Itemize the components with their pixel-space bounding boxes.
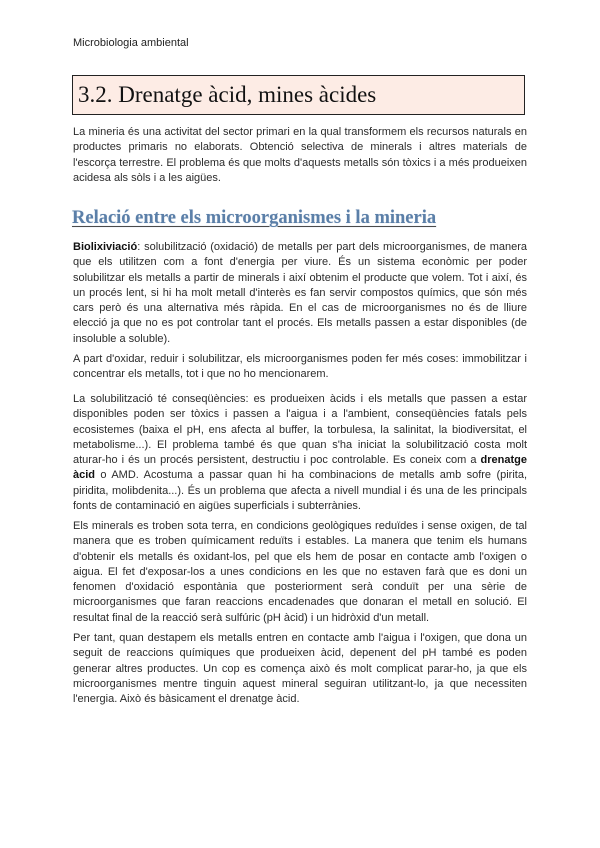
drenatge-acid-term: drenatge àcid <box>73 454 527 482</box>
biolixiviacio-term: Biolixiviació <box>73 241 138 253</box>
section-title: Relació entre els microorganismes i la mineria <box>72 208 437 228</box>
consequences-text-after: o AMD. Acostuma a passar quan hi ha combinacions de metalls amb sofre (pirita, piridita, molibdenita...). És un problema que afecta a nivell mundial i és una de les principals fonts de contaminació en aigües superficials i subterrànies. <box>73 469 527 513</box>
running-header: Microbiologia ambiental <box>73 37 189 49</box>
minerals-paragraph: Els minerals es troben sota terra, en condicions geològiques reduïdes i sense oxigen, de tal manera que es troben químicament reduïts i estables. La manera que tenim els humans d'obtenir els metalls és oxidant-los, pel que els hem de posar en contacte amb l'oxigen o aigua. El fet d'exposar-los a unes condicions en les que no estaven farà que es doni un fenomen d'oxidació espontània que posteriorment serà conduït per una sèrie de microorganismes que faran reaccions encadenades que donaran el metall en solució. El resultat final de la reacció serà sulfúric (pH àcid) i un hidròxid d'un metall. <box>73 520 527 624</box>
chapter-title-box <box>72 75 525 115</box>
biolixiviacio-text: : solubilització (oxidació) de metalls per part dels microorganismes, de manera que els utilitzen com a font d'energia per viure. És un sistema econòmic per poder solubilitzar els metalls a partir de minerals i així obtenim el producte que volem. Tot i així, és un procés lent, si hi ha molt metall d'interès es fan servir compostos químics, que són més cars però és una alternativa més ràpida. En el cas de microorganismes no és de lliure elecció ja que no es pot controlar tant el procés. Els metalls passen a estar disponibles (de insoluble a soluble). <box>73 241 527 345</box>
chapter-title: 3.2. Drenatge àcid, mines àcides <box>78 82 377 107</box>
intro-paragraph: La mineria és una activitat del sector primari en la qual transformem els recursos naturals en productes primaris no elaborats. Obtenció selectiva de minerals i altres materials de l'escorça terrestre. El problema és que molts d'aquests metalls són tòxics i a més produeixen acidesa als sòls i a les aigües. <box>73 126 527 184</box>
microorganisms-paragraph: A part d'oxidar, reduir i solubilitzar, els microorganismes poden fer més coses: immobilitzar i concentrar els metalls, tot i que no ho mencionarem. <box>73 353 527 381</box>
biolixiviacio-paragraph <box>73 240 527 347</box>
consequences-paragraph <box>73 392 527 514</box>
consequences-text-before: La solubilització té conseqüències: es produeixen àcids i els metalls que passen a estar disponibles poden ser tòxics i passen a l'aigua i a l'ambient, conseqüències fatals pels ecosistemes (baixa el pH, ens afecta al buffer, la torbulesa, la salinitat, la biodiversitat, el metabolisme...). El problema també és que quan s'ha iniciat la solubilització costa molt aturar-ho i és un procés persistent, destructiu i poc controlable. Es coneix com a <box>73 393 527 467</box>
conclusion-paragraph: Per tant, quan destapem els metalls entren en contacte amb l'aigua i l'oxigen, que dona un seguit de reaccions químiques que produeixen àcid, depenent del pH també es poden generar altres productes. Un cop es comença això és molt complicat parar-ho, ja que els microorganismes mentre tinguin aquest mineral seguiran utilitzant-lo, ja que necessiten l'energia. Això és bàsicament el drenatge àcid. <box>73 632 527 706</box>
